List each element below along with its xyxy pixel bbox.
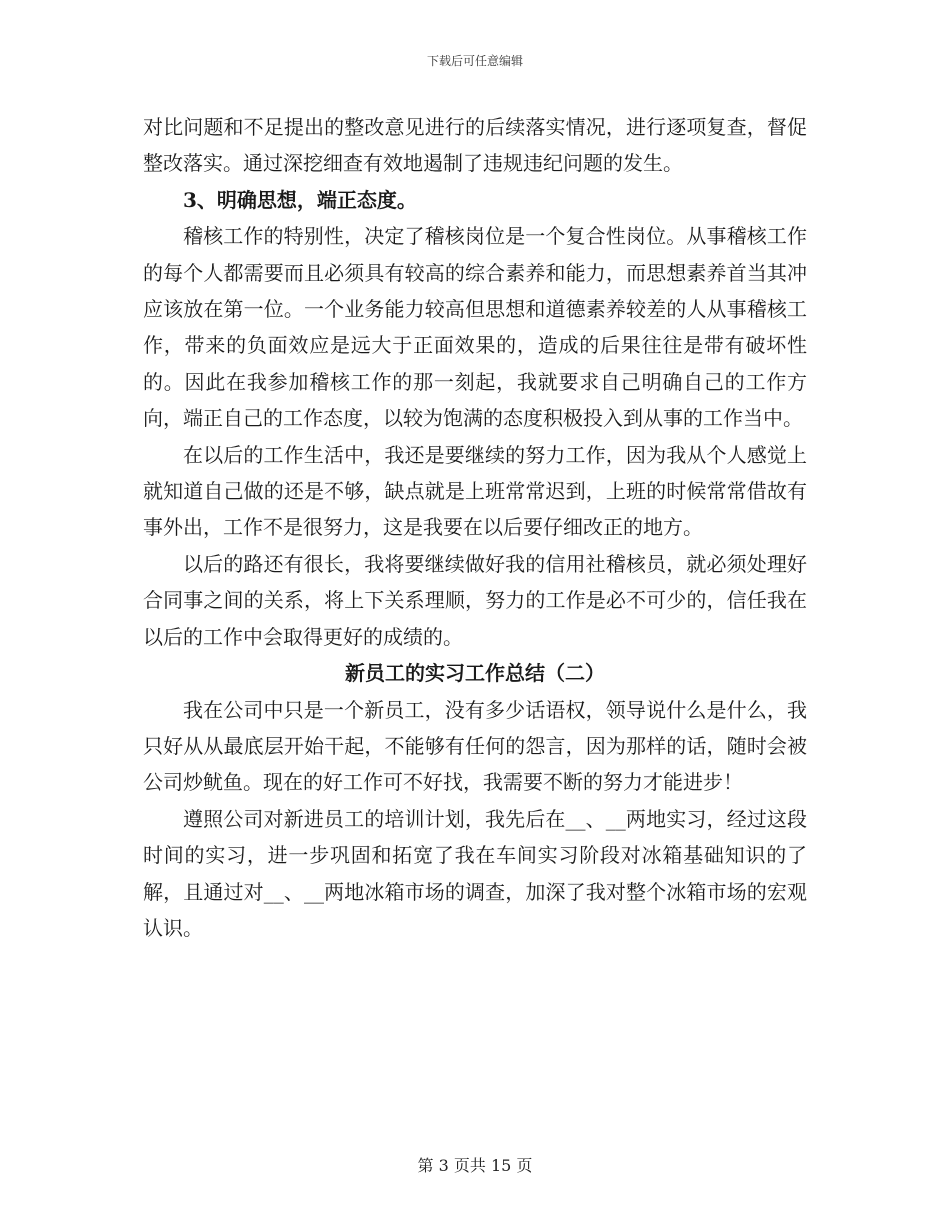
page-header-note: 下载后可任意编辑 <box>426 54 523 68</box>
page-number: 第 3 页共 15 页 <box>417 1156 533 1175</box>
document-body <box>143 109 807 946</box>
paragraph-audit-nature: 稽核工作的特别性，决定了稽核岗位是一个复合性岗位。从事稽核工作的每个人都需要而且必须具有较高的综合素养和能力，而思想素养首当其冲应该放在第一位。一个业务能力较高但思想和道德素养较差的人从事稽核工作，带来的负面效应是远大于正面效果的，造成的后果往往是带有破坏性的。因此在我参加稽核工作的那一刻起，我就要求自己明确自己的工作方向，端正自己的工作态度，以较为饱满的态度积极投入到从事的工作当中。 <box>143 224 807 431</box>
paragraph-long-road: 以后的路还有很长，我将要继续做好我的信用社稽核员，就必须处理好合同事之间的关系，将上下关系理顺，努力的工作是必不可少的，信任我在以后的工作中会取得更好的成绩的。 <box>143 551 807 649</box>
paragraph-training-plan: 遵照公司对新进员工的培训计划，我先后在__、__两地实习，经过这段时间的实习，进一步巩固和拓宽了我在车间实习阶段对冰箱基础知识的了解，且通过对__、__两地冰箱市场的调查，加深了我对整个冰箱市场的宏观认识。 <box>143 806 807 940</box>
section-heading-3: 3、明确思想，端正态度。 <box>183 187 417 212</box>
paragraph-continued: 对比问题和不足提出的整改意见进行的后续落实情况，进行逐项复查，督促整改落实。通过深挖细查有效地遏制了违规违纪问题的发生。 <box>143 115 807 176</box>
paragraph-future-work: 在以后的工作生活中，我还是要继续的努力工作，因为我从个人感觉上就知道自己做的还是不够，缺点就是上班常常迟到，上班的时候常常借故有事外出，工作不是很努力，这是我要在以后要仔细改正的地方。 <box>143 442 807 540</box>
paragraph-new-employee: 我在公司中只是一个新员工，没有多少话语权，领导说什么是什么，我只好从从最底层开始干起，不能够有任何的怨言，因为那样的话，随时会被公司炒鱿鱼。现在的好工作可不好找，我需要不断的努力才能进步！ <box>143 697 807 795</box>
section-title: 新员工的实习工作总结（二） <box>345 661 605 686</box>
